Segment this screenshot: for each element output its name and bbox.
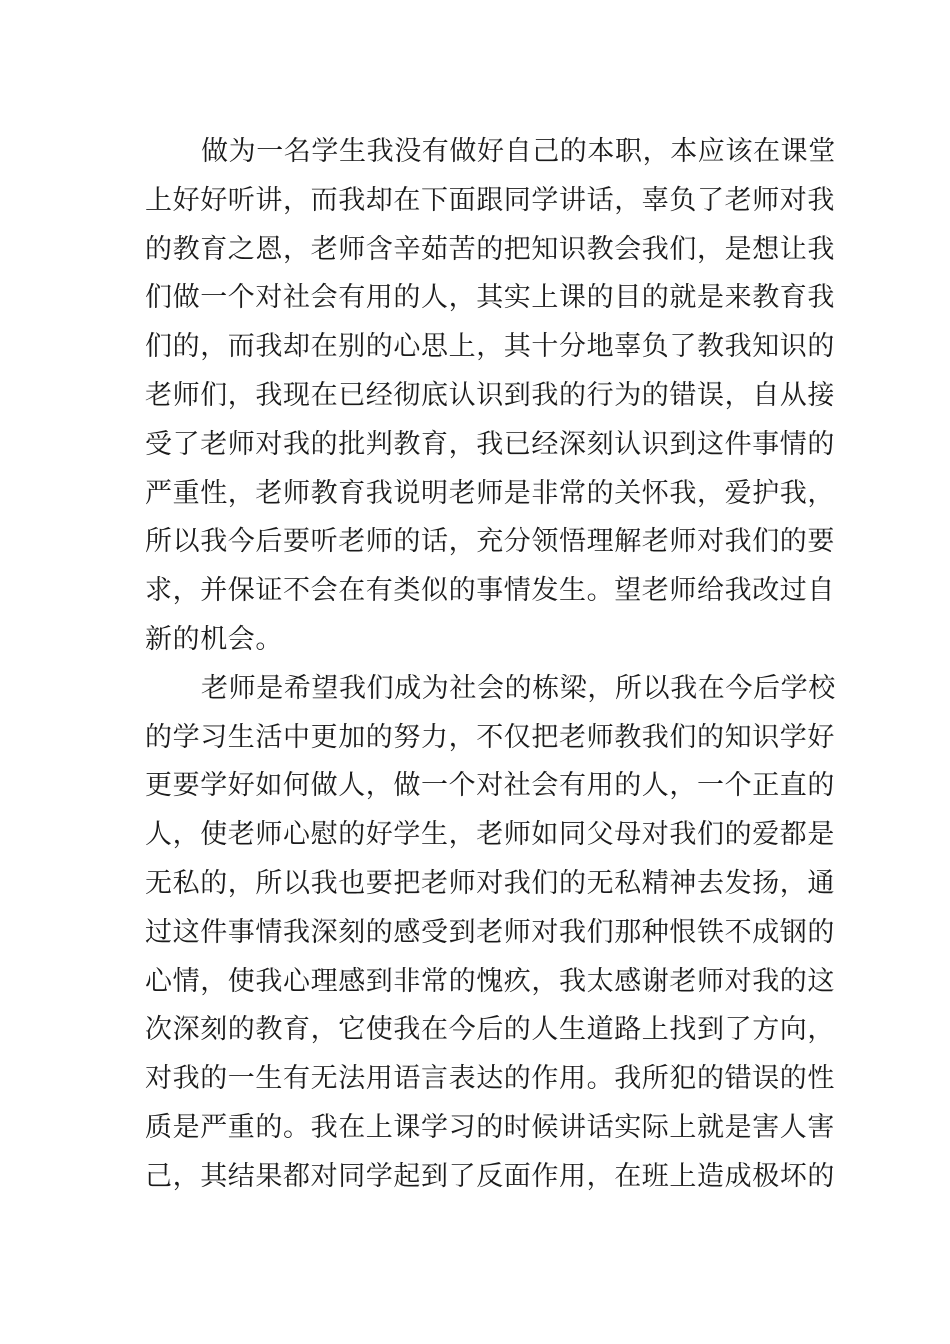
- text-line: 质是严重的。我在上课学习的时候讲话实际上就是害人害: [145, 1111, 835, 1143]
- text-line: 新的机会。: [145, 623, 283, 655]
- text-line: 的学习生活中更加的努力，不仅把老师教我们的知识学好: [145, 721, 835, 753]
- text-line: 所以我今后要听老师的话，充分领悟理解老师对我们的要: [145, 526, 835, 558]
- text-line: 求，并保证不会在有类似的事情发生。望老师给我改过自: [145, 575, 835, 607]
- text-line: 次深刻的教育，它使我在今后的人生道路上找到了方向，: [145, 1014, 835, 1046]
- text-line: 受了老师对我的批判教育，我已经深刻认识到这件事情的: [145, 428, 835, 460]
- text-line: 更要学好如何做人，做一个对社会有用的人，一个正直的: [145, 770, 835, 802]
- paragraph-1: [145, 128, 836, 665]
- text-line: 心情，使我心理感到非常的愧疚，我太感谢老师对我的这: [145, 965, 835, 997]
- document-body: [145, 128, 836, 1202]
- paragraph-2: [145, 665, 836, 1202]
- text-line: 的教育之恩，老师含辛茹苦的把知识教会我们，是想让我: [145, 233, 835, 265]
- text-line: 老师是希望我们成为社会的栋梁，所以我在今后学校: [201, 672, 836, 704]
- text-line: 己，其结果都对同学起到了反面作用，在班上造成极坏的: [145, 1160, 835, 1192]
- text-line: 无私的，所以我也要把老师对我们的无私精神去发扬，通: [145, 867, 835, 899]
- text-line: 对我的一生有无法用语言表达的作用。我所犯的错误的性: [145, 1063, 835, 1095]
- text-line: 人，使老师心慰的好学生，老师如同父母对我们的爱都是: [145, 819, 835, 851]
- text-line: 上好好听讲，而我却在下面跟同学讲话，辜负了老师对我: [145, 184, 835, 216]
- text-line: 严重性，老师教育我说明老师是非常的关怀我，爱护我，: [145, 477, 835, 509]
- text-line: 们的，而我却在别的心思上，其十分地辜负了教我知识的: [145, 331, 835, 363]
- text-line: 过这件事情我深刻的感受到老师对我们那种恨铁不成钢的: [145, 916, 835, 948]
- text-line: 老师们，我现在已经彻底认识到我的行为的错误，自从接: [145, 379, 835, 411]
- text-line: 做为一名学生我没有做好自己的本职，本应该在课堂: [201, 136, 836, 167]
- text-line: 们做一个对社会有用的人，其实上课的目的就是来教育我: [145, 282, 835, 314]
